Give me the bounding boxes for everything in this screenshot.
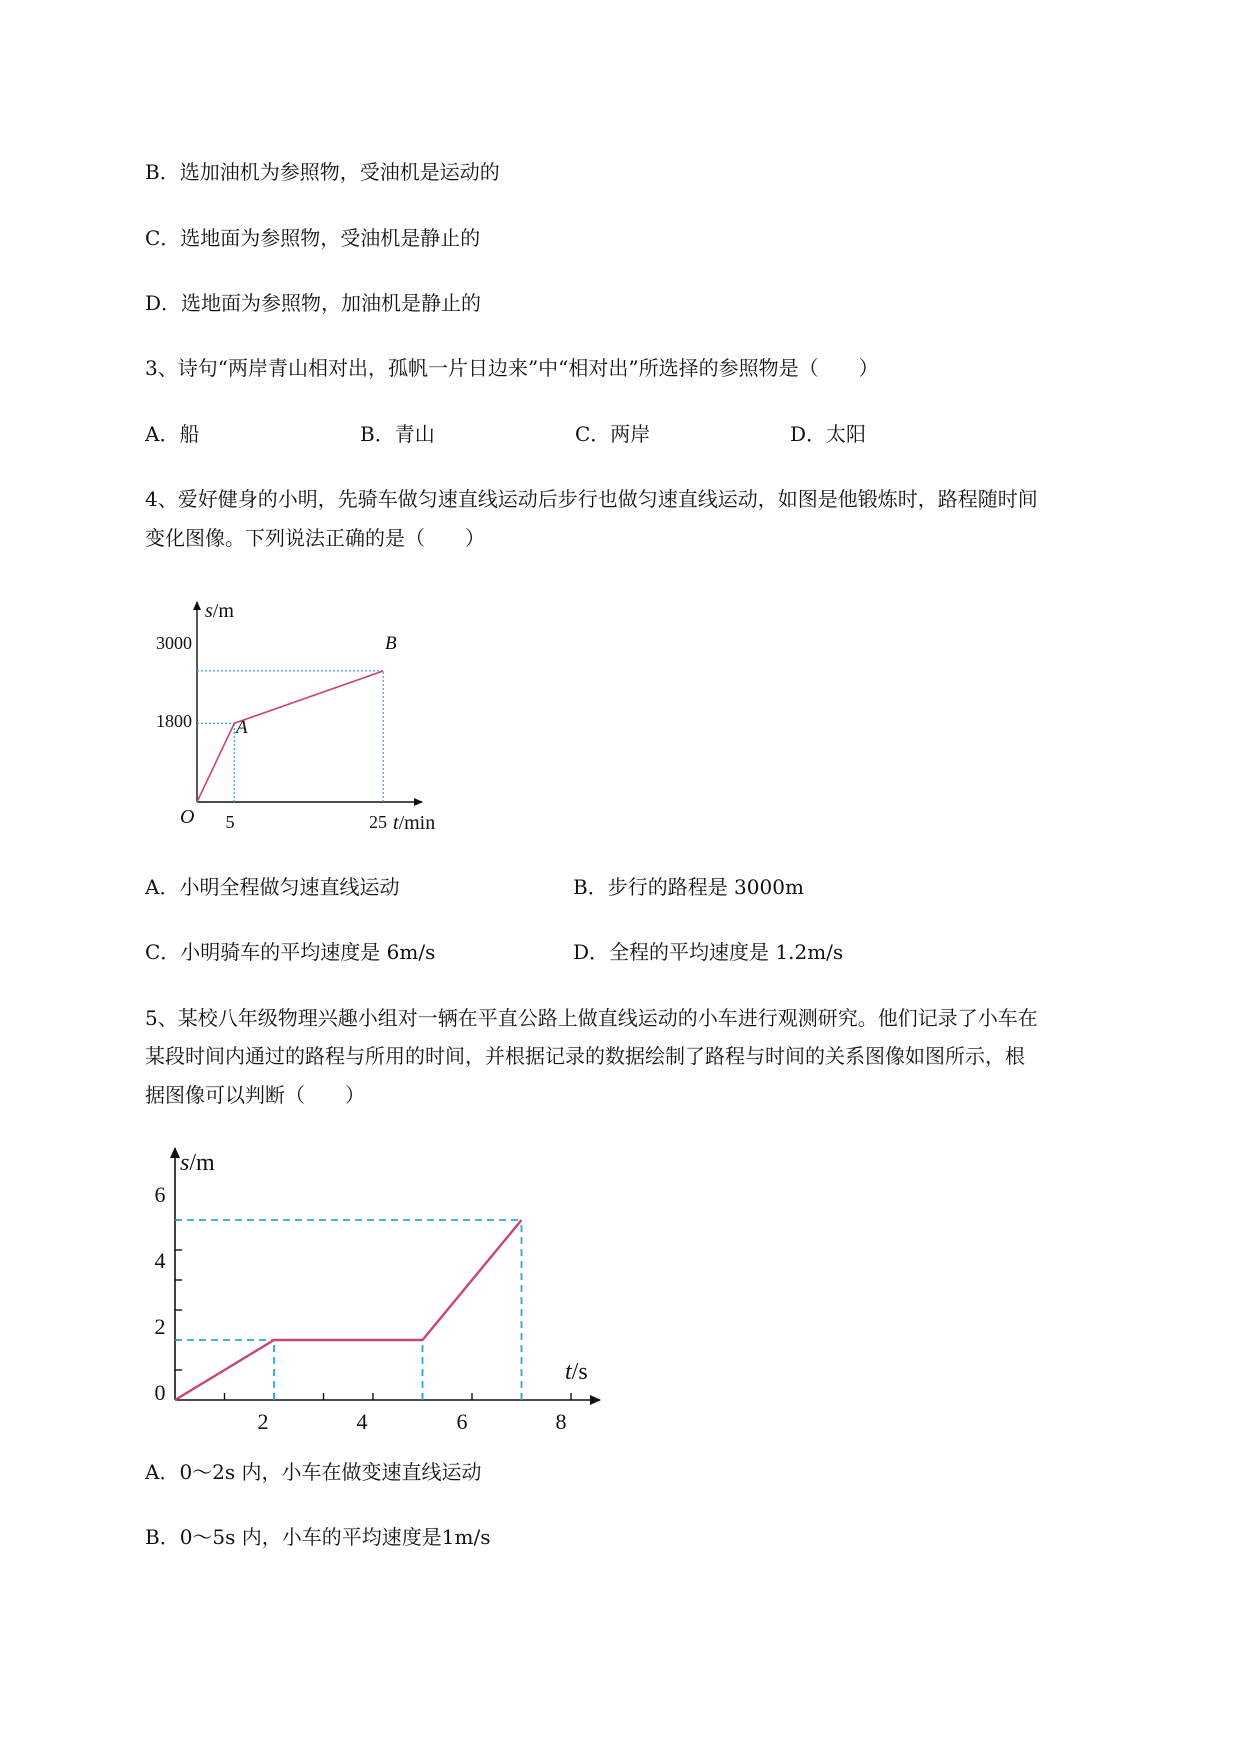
q4-x-label: t/min (393, 812, 436, 834)
q4-stem-line2: 变化图像。下列说法正确的是（ ） (145, 526, 485, 550)
q4-y-label: s/m (205, 600, 234, 622)
q4-option-c: C．小明骑车的平均速度是 6m/s (145, 940, 436, 964)
q5-y-tick-0: 0 (154, 1380, 166, 1405)
q3-stem: 3、诗句“两岸青山相对出，孤帆一片日边来”中“相对出”所选择的参照物是（ ） (145, 356, 879, 380)
q4-point-b-label: B (385, 633, 397, 654)
q4-y-tick-3000: 3000 (156, 633, 192, 653)
q2-option-d: D．选地面为参照物，加油机是静止的 (145, 291, 482, 315)
q5-y-label: s/m (180, 1150, 215, 1176)
q4-origin-label: O (180, 806, 195, 828)
q4-y-tick-1800: 1800 (156, 711, 192, 731)
q5-option-a: A．0～2s 内，小车在做变速直线运动 (145, 1460, 482, 1484)
q4-series-line (197, 671, 383, 802)
q5-distance-time-chart (140, 1140, 620, 1440)
q3-option-a: A．船 (145, 422, 200, 446)
q4-x-tick-25: 25 (369, 812, 387, 832)
q4-distance-time-chart (140, 590, 470, 840)
q5-y-tick-4: 4 (154, 1248, 166, 1273)
q5-x-tick-2: 2 (257, 1409, 269, 1434)
q2-option-b: B．选加油机为参照物，受油机是运动的 (145, 160, 500, 184)
q4-point-a-label: A (236, 717, 248, 738)
q3-option-d: D．太阳 (790, 422, 867, 446)
q5-y-tick-6: 6 (154, 1182, 166, 1207)
q3-option-b: B．青山 (360, 422, 435, 446)
q5-x-label: t/s (565, 1359, 588, 1385)
q5-y-tick-2: 2 (154, 1314, 166, 1339)
q5-stem-line3: 据图像可以判断（ ） (145, 1083, 365, 1107)
q4-option-a: A．小明全程做匀速直线运动 (145, 875, 400, 899)
q5-option-b: B．0～5s 内，小车的平均速度是1m/s (145, 1525, 491, 1549)
q5-series-line (175, 1220, 522, 1400)
q5-stem-line1: 5、某校八年级物理兴趣小组对一辆在平直公路上做直线运动的小车进行观测研究。他们记录了小车在 (145, 1006, 1038, 1030)
q4-stem-line1: 4、爱好健身的小明，先骑车做匀速直线运动后步行也做匀速直线运动，如图是他锻炼时，路程随时间 (145, 487, 1038, 511)
q2-option-c: C．选地面为参照物，受油机是静止的 (145, 226, 481, 250)
q3-option-c: C．两岸 (575, 422, 651, 446)
q4-x-tick-5: 5 (225, 812, 235, 832)
q5-x-tick-8: 8 (555, 1409, 567, 1434)
q4-option-d: D．全程的平均速度是 1.2m/s (573, 940, 844, 964)
q5-stem-line2: 某段时间内通过的路程与所用的时间，并根据记录的数据绘制了路程与时间的关系图像如图所示，根 (145, 1044, 1025, 1068)
q5-x-tick-6: 6 (456, 1409, 468, 1434)
q4-option-b: B．步行的路程是 3000m (573, 875, 804, 899)
q5-x-tick-4: 4 (356, 1409, 368, 1434)
